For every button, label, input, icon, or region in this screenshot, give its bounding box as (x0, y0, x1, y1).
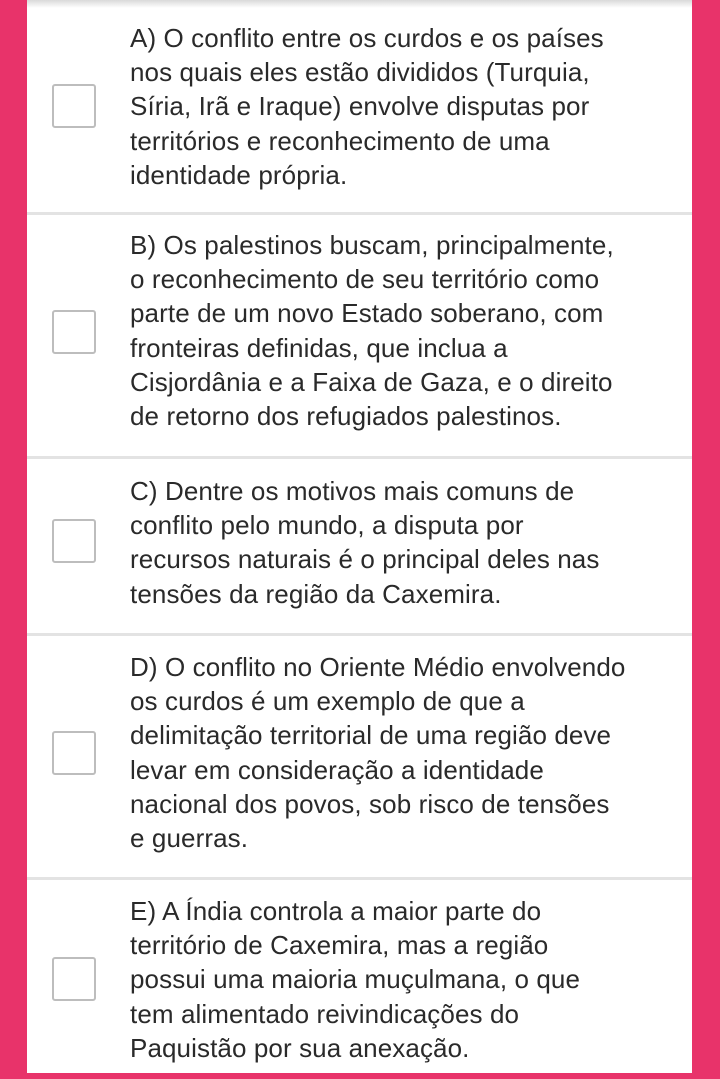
option-d-checkbox[interactable] (52, 731, 96, 775)
option-e[interactable] (27, 880, 692, 1073)
option-d[interactable] (27, 636, 692, 878)
option-a[interactable] (27, 0, 692, 213)
option-c-label: C) Dentre os motivos mais comuns de conflito pelo mundo, a disputa por recursos naturais é o principal deles nas tensões da região da Caxemira. (130, 476, 600, 609)
option-c-checkbox[interactable] (52, 519, 96, 563)
option-e-checkbox[interactable] (52, 957, 96, 1001)
bottom-bar (0, 1073, 720, 1079)
option-b[interactable] (27, 215, 692, 457)
option-b-label: B) Os palestinos buscam, principalmente, o reconhecimento de seu território como parte de um novo Estado soberano, com fronteiras definidas, que inclua a Cisjordânia e a Faixa de Gaza, e o direito de retorno dos refugiados palestinos. (130, 230, 614, 432)
option-a-label: A) O conflito entre os curdos e os países nos quais eles estão divididos (Turquia, Síria, Irã e Iraque) envolve disputas por territórios e reconhecimento de uma identidade própria. (130, 23, 604, 190)
option-e-label: E) A Índia controla a maior parte do território de Caxemira, mas a região possui uma maioria muçulmana, o que tem alimentado reivindicações do Paquistão por sua anexação. (130, 896, 581, 1063)
option-d-label: D) O conflito no Oriente Médio envolvendo os curdos é um exemplo de que a delimitação territorial de uma região deve levar em consideração a identidade nacional dos povos, sob risco de tensões e guerras. (130, 652, 626, 854)
answer-options-card (27, 0, 692, 1073)
option-b-checkbox[interactable] (52, 310, 96, 354)
option-c[interactable] (27, 459, 692, 634)
option-a-checkbox[interactable] (52, 84, 96, 128)
